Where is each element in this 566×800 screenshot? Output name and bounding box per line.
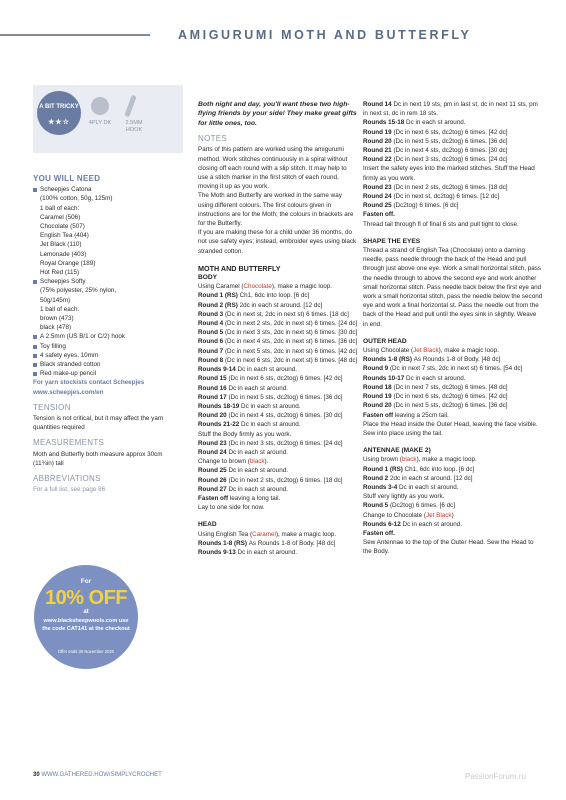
material-line: Lemonade (403): [40, 250, 87, 258]
antennae-heading: ANTENNAE (MAKE 2): [363, 447, 431, 455]
head-heading: HEAD: [198, 521, 217, 529]
instruction-row: Sew into place using the tail.: [363, 429, 443, 437]
offer-percent: 10% OFF: [44, 587, 128, 609]
paragraph: Parts of this pattern are worked using the amigurumi method. Work stitches continuously in a spiral without closing off each round with a slip stitch. It may help to use a stitch marker in the first stitch of each round, moving it up as you work.: [198, 146, 348, 191]
page-footer: [33, 772, 162, 778]
pattern-column-1: [198, 100, 358, 557]
discount-offer-badge[interactable]: [34, 565, 138, 669]
head-continued-instructions: [363, 100, 543, 229]
instruction-row: Round 25 Dc in each st around.: [198, 467, 288, 475]
offer-url: www.blacksheepwools.com use the code CAT141 at the checkout: [42, 618, 130, 632]
instruction-row: Change to brown (black).: [198, 458, 269, 466]
instruction-row: Round 25 (Dc2tog) 6 times. [6 dc]: [363, 202, 459, 210]
material-line: Hot Red (115): [40, 269, 80, 277]
instruction-row: Insert the safety eyes into the marked stitches. Stuff the Head firmly as you work.: [363, 165, 535, 182]
instruction-row: Round 14 Dc in next 19 sts, pm in last st, dc in next 11 sts, pm in next st, dc in rem 18 sts.: [363, 101, 538, 118]
offer-at-text: at: [83, 609, 89, 615]
instruction-row: Round 20 (Dc in next 5 sts, dc2tog) 6 times. [36 dc]: [363, 402, 508, 410]
instruction-row: Rounds 3-4 Dc in each st around.: [363, 483, 459, 491]
crochet-hook-icon: [124, 95, 136, 117]
hook-size-label: 2.5MM HOOK: [125, 120, 143, 133]
instruction-row: Round 19 (Dc in next 6 sts, dc2tog) 6 times. [42 dc]: [363, 393, 508, 401]
instruction-row: Rounds 9-14 Dc in each st around.: [198, 366, 298, 374]
intro-text: Both night and day, you'll want these two high-flying friends by your side! They make great gifts for little ones, too.: [198, 101, 357, 127]
yarn-ball-icon: [91, 97, 109, 115]
instruction-row: Using brown (black), make a magic loop.: [363, 456, 477, 464]
instruction-row: Round 20 (Dc in next 4 sts, dc2tog) 6 times. [30 dc]: [198, 412, 343, 420]
antennae-instructions: [363, 455, 543, 556]
instruction-row: Round 6 (Dc in next 4 sts, 2dc in next st) 6 times. [36 dc]: [198, 338, 358, 346]
paragraph: If you are making these for a child under 36 months, do not use safety eyes; instead, embroider eyes using black stranded cotton.: [198, 229, 357, 255]
difficulty-stars: ★★☆: [48, 119, 70, 126]
instruction-row: Round 16 Dc in each st around.: [198, 384, 288, 392]
instruction-row: Round 15 (Dc in next 6 sts, dc2tog) 6 times. [42 dc]: [198, 375, 343, 383]
paragraph: Thread a strand of English Tea (Chocolate) onto a darning needle, pass needle through the back of the Head and pull through just above one eye. Work a small horizontal stitch, pass the needle through to above the second eye and work another small horizontal stitch. Pass needle back below the first eye and work a small horizontal stitch, pass the needle below the second eye and work a final horizontal st. Pass the needle out from the back of the Head and pull until the eyes sink in slightly. Weave in end.: [363, 247, 543, 328]
instruction-row: Place the Head inside the Outer Head, leaving the face visible.: [363, 420, 538, 428]
instruction-row: Round 3 (Dc in next st, 2dc in next st) 6 times. [18 dc]: [198, 310, 349, 318]
notes-text: [198, 145, 358, 255]
instruction-row: Fasten off.: [363, 529, 395, 537]
instruction-row: Round 21 (Dc in next 4 sts, dc2tog) 6 times. [30 dc]: [363, 147, 508, 155]
instruction-row: Round 1 (RS) Ch1, 6dc into loop. [6 dc]: [363, 465, 475, 473]
head-instructions: [198, 530, 358, 558]
header-rule: [0, 34, 150, 36]
instruction-row: Round 26 (Dc in next 2 sts, dc2tog) 6 times. [18 dc]: [198, 476, 343, 484]
material-line: Scheepjes Softy: [33, 277, 183, 286]
instruction-row: Rounds 9-13 Dc in each st around.: [198, 548, 298, 556]
watermark: PassionForum.ru: [465, 772, 526, 781]
material-line: black (478): [40, 324, 72, 332]
material-line: brown (473): [40, 315, 74, 323]
measurements-text: Moth and Butterfly both measure approx 30cm (11¾in) tall: [33, 450, 163, 467]
pattern-column-2: [363, 100, 543, 557]
notes-heading: NOTES: [198, 134, 228, 144]
instruction-row: Round 17 (Dc in next 5 sts, dc2tog) 6 times. [36 dc]: [198, 393, 343, 401]
instruction-row: Round 19 (Dc in next 6 sts, dc2tog) 6 times. [42 dc]: [363, 128, 508, 136]
difficulty-panel: [33, 85, 183, 153]
materials-list: [33, 185, 183, 378]
material-line: Royal Orange (189): [40, 259, 96, 267]
yarn-weight-label: 4PLY DK: [88, 120, 112, 126]
material-line: 1 ball of each:: [40, 305, 80, 313]
instruction-row: Using English Tea (Caramel), make a magic loop.: [198, 530, 337, 538]
instruction-row: Using Caramel (Chocolate), make a magic loop.: [198, 283, 333, 291]
body-instructions: [198, 282, 358, 512]
instruction-row: Using Chocolate (Jet Black), make a magic loop.: [363, 347, 499, 355]
you-will-need-heading: YOU WILL NEED: [33, 174, 101, 183]
stockists-text: For yarn stockists contact Scheepjes: [33, 379, 145, 387]
instruction-row: Round 7 (Dc in next 5 sts, 2dc in next st) 6 times. [42 dc]: [198, 347, 358, 355]
outer-head-instructions: [363, 346, 543, 438]
material-line: Black stranded cotton: [33, 360, 183, 369]
instruction-row: Round 22 (Dc in next 3 sts, dc2tog) 6 times. [24 dc]: [363, 156, 508, 164]
instruction-row: Rounds 15-18 Dc in each st around.: [363, 119, 466, 127]
instruction-row: Round 24 Dc in each st around.: [198, 448, 288, 456]
material-line: Jet Black (110): [40, 241, 82, 249]
tension-heading: TENSION: [33, 402, 71, 412]
instruction-row: Round 20 (Dc in next 5 sts, dc2tog) 6 times. [36 dc]: [363, 137, 508, 145]
instruction-row: Rounds 21-22 Dc in each st around.: [198, 421, 301, 429]
material-line: (75% polyester, 25% nylon,: [40, 287, 117, 295]
material-line: Chocolate (507): [40, 223, 85, 231]
instruction-row: Stuff very lightly as you work.: [363, 493, 445, 501]
paragraph: The Moth and Butterfly are worked in the same way using different colours. The first colours given in instructions are for the Moth; the colours in brackets are for the Butterfly.: [198, 192, 354, 228]
tension-text: Tension is not critical, but it may affect the yarn quantities required: [33, 415, 164, 432]
instruction-row: Change to Chocolate (Jet Black): [363, 511, 454, 519]
instruction-row: Fasten off leaving a 25cm tail.: [363, 411, 449, 419]
instruction-row: Round 18 (Dc in next 7 sts, dc2tog) 6 times. [48 dc]: [363, 383, 508, 391]
footer-site: WWW.GATHERED.HOW/SIMPLYCROCHET: [41, 772, 162, 778]
material-line: Toy filling: [33, 342, 183, 351]
abbreviations-heading: ABBREVIATIONS: [33, 474, 101, 484]
sidebar-column: [33, 170, 183, 495]
instruction-row: Round 23 (Dc in next 2 sts, dc2tog) 6 times. [18 dc]: [363, 183, 508, 191]
page-header: [0, 0, 566, 70]
outer-head-heading: OUTER HEAD: [363, 337, 407, 345]
instruction-row: Round 4 (Dc in next 2 sts, 2dc in next st) 6 times. [24 dc]: [198, 320, 358, 328]
difficulty-badge-text: A BIT TRICKY: [39, 104, 79, 110]
page-title: AMIGURUMI MOTH AND BUTTERFLY: [178, 28, 472, 42]
material-line: Red make-up pencil: [33, 369, 183, 378]
material-line: Caramel (506): [40, 213, 81, 221]
instruction-row: Rounds 1-8 (RS) As Rounds 1-8 of Body. [48 dc]: [363, 356, 501, 364]
instruction-row: Round 2 (RS) 2dc in each st around. [12 dc]: [198, 301, 323, 309]
shape-eyes-heading: SHAPE THE EYES: [363, 237, 421, 245]
instruction-row: Thread tail through fl of final 6 sts and pull tight to close.: [363, 220, 519, 228]
material-line: (100% cotton, 50g, 125m): [40, 195, 113, 203]
instruction-row: Fasten off leaving a long tail.: [198, 494, 281, 502]
instruction-row: Rounds 18-19 Dc in each st around.: [198, 402, 301, 410]
instruction-row: Rounds 1-8 (RS) As Rounds 1-8 of Body. [48 dc]: [198, 539, 336, 547]
section-heading: MOTH AND BUTTERFLY: [198, 263, 281, 273]
instruction-row: Stuff the Body firmly as you work.: [198, 430, 292, 438]
instruction-row: Round 5 (Dc2tog) 6 times. [6 dc]: [363, 502, 456, 510]
shape-eyes-text: [363, 246, 543, 329]
material-line: 1 ball of each:: [40, 204, 80, 212]
instruction-row: Round 1 (RS) Ch1, 6dc into loop. [6 dc]: [198, 292, 310, 300]
instruction-row: Round 23 (Dc in next 3 sts, dc2tog) 6 times. [24 dc]: [198, 439, 343, 447]
material-line: 4 safety eyes, 10mm: [33, 351, 183, 360]
material-line: A 2.5mm (US B/1 or C/2) hook: [33, 332, 183, 341]
material-line: English Tea (404): [40, 232, 89, 240]
instruction-row: Fasten off.: [363, 211, 395, 219]
difficulty-badge: [37, 91, 81, 135]
offer-for-text: For: [80, 578, 92, 585]
page-number: 30: [33, 772, 40, 778]
body-heading: BODY: [198, 274, 218, 282]
abbreviations-text: For a full list, see page 86: [33, 486, 106, 494]
material-line: Scheepjes Catona: [33, 185, 183, 194]
scheepjes-link[interactable]: www.scheepjes.com/en: [33, 388, 104, 396]
instruction-row: Round 8 (Dc in next 6 sts, 2dc in next st) 6 times. [48 dc]: [198, 356, 358, 364]
instruction-row: Round 9 (Dc in next 7 sts, 2dc in next st) 6 times. [54 dc]: [363, 365, 523, 373]
instruction-row: Rounds 10-17 Dc in each st around.: [363, 374, 466, 382]
instruction-row: Round 24 (Dc in next st, dc2tog) 6 times. [12 dc]: [363, 193, 500, 201]
instruction-row: Round 5 (Dc in next 3 sts, 2dc in next st) 6 times. [30 dc]: [198, 329, 358, 337]
material-line: 50g/145m): [40, 296, 71, 304]
instruction-row: Round 27 Dc in each st around.: [198, 485, 288, 493]
instruction-row: Rounds 6-12 Dc in each st around.: [363, 520, 463, 528]
measurements-heading: MEASUREMENTS: [33, 438, 105, 448]
instruction-row: Lay to one side for now.: [198, 504, 265, 512]
instruction-row: Round 2 2dc in each st around. [12 dc]: [363, 474, 473, 482]
instruction-row: Sew Antennae to the top of the Outer Head. Sew the Head to the Body.: [363, 539, 534, 556]
offer-expiry: Offer ends 30 November 2020: [57, 649, 115, 654]
